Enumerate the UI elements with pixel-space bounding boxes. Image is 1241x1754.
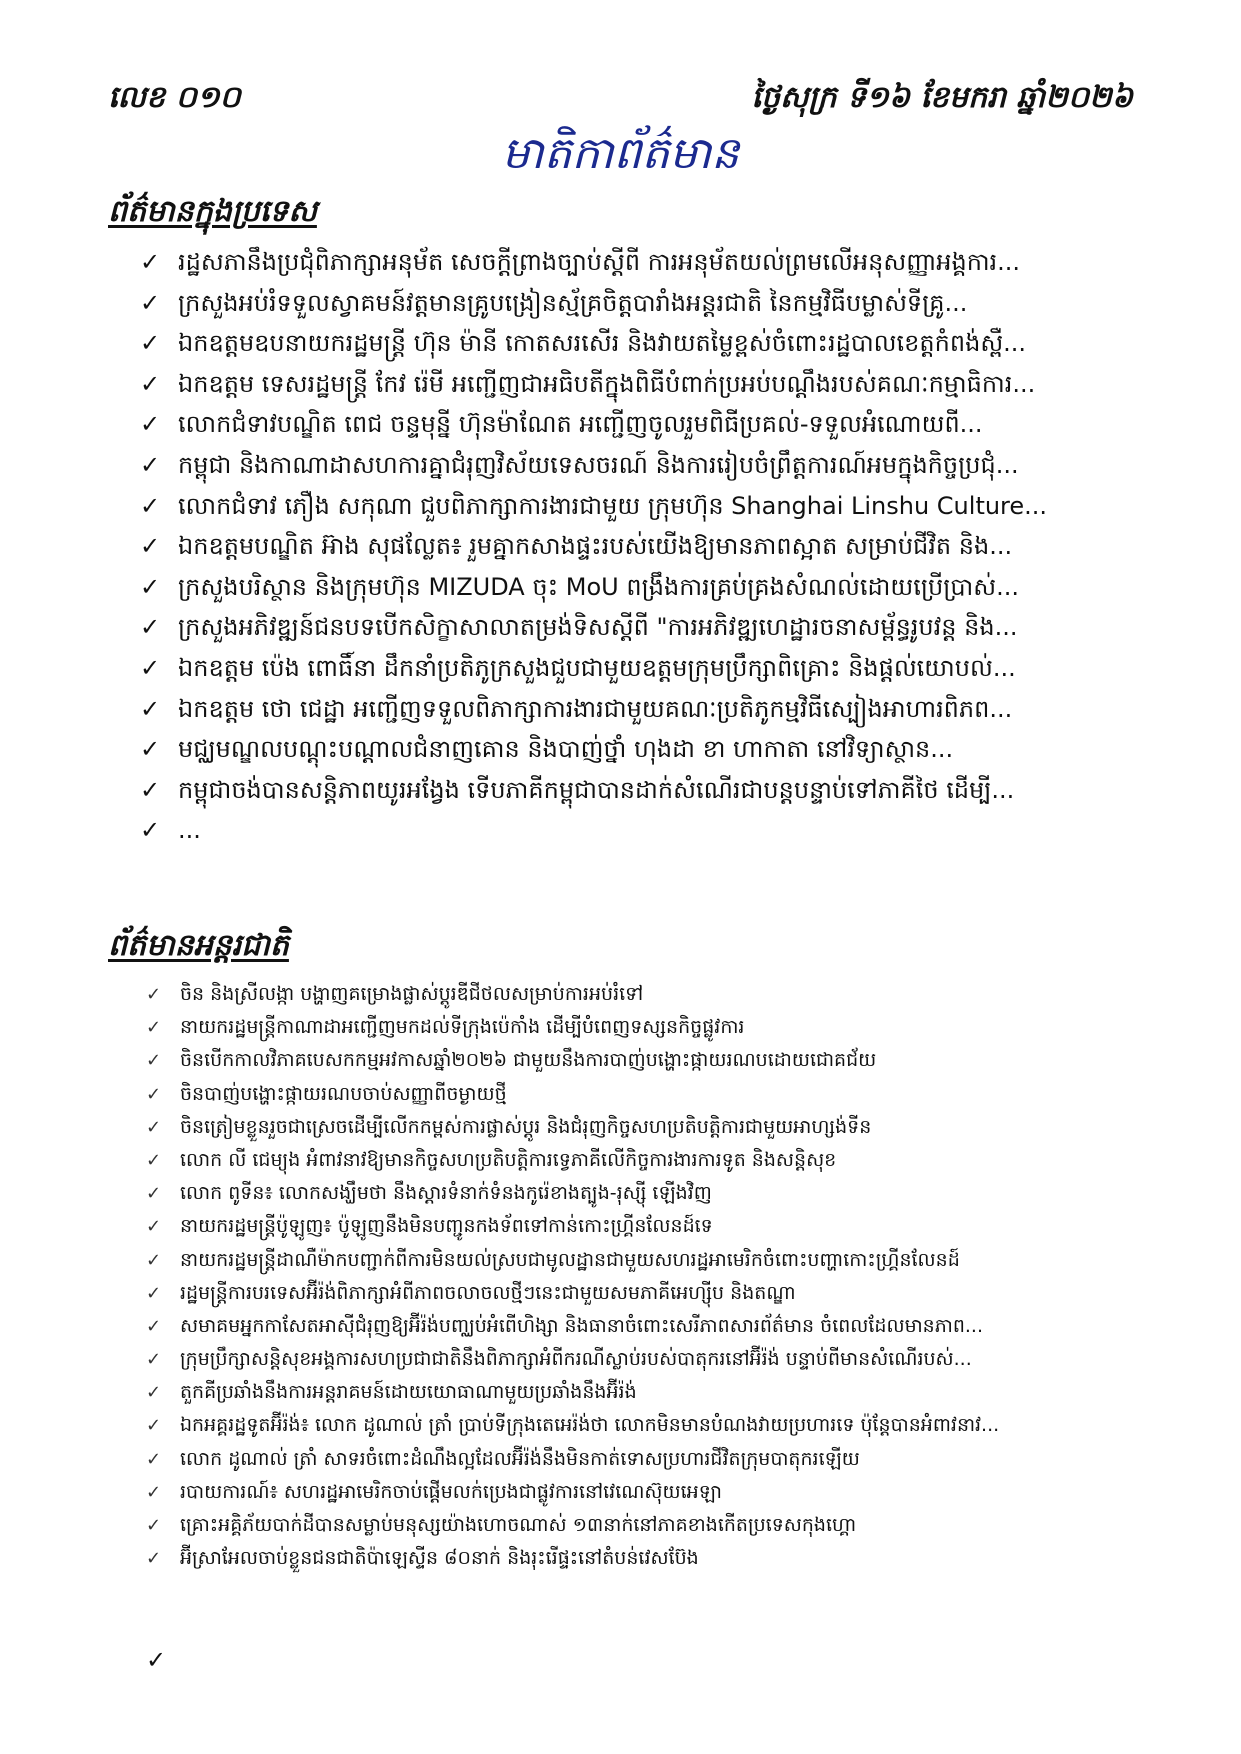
list-item [140,770,1131,811]
list-item [140,323,1131,364]
check-icon: ✓ [146,1646,167,1674]
news-item-text: ចិនត្រៀមខ្លួនរួចជាស្រេចដើម្បីលើកកម្ពស់ការផ្លាស់ប្តូរ និងជំរុញកិច្ចសហប្រតិបត្តិការជាមួយអាហ្សង់ទីន [180,1115,872,1138]
check-icon: ✓ [146,1448,162,1470]
list-item [146,1376,1131,1409]
list-item [146,1277,1131,1310]
page-title: មាតិកាព័ត៌មាន [501,128,740,179]
list-item [146,1443,1131,1476]
check-icon: ✓ [140,735,161,764]
check-icon: ✓ [146,1515,162,1536]
check-icon: ✓ [146,1116,162,1138]
news-item-text: ក្រសួងអប់រំទទួលស្វាគមន៍វត្តមានគ្រូបង្រៀនស្ម័គ្រចិត្តបារាំងអន្តរជាតិ នៃកម្មវិធីបម្លាស់ទីគ្រូ... [178,288,968,317]
list-item [146,1044,1131,1077]
list-item [146,1310,1131,1343]
check-icon: ✓ [146,1149,162,1171]
news-item-text: គ្រោះអគ្គិភ័យបាក់ដីបានសម្លាប់មនុស្សយ៉ាងហោចណាស់ ១៣នាក់នៅភាគខាងកើតប្រទេសកុងហ្គោ [180,1514,857,1536]
check-icon: ✓ [146,1548,162,1570]
check-icon: ✓ [140,694,161,723]
news-item-text: រដ្ឋមន្ត្រីការបរទេសអ៊ីរ៉ង់ពិភាក្សាអំពីភាពចលាចលថ្មីៗនេះជាមួយសមភាគីអេហ្ស៊ីប និងតណ្ឌា [180,1281,796,1304]
section-heading-international: ព័ត៌មានអន្តរជាតិ [108,928,289,963]
international-news-list [146,978,1131,1575]
list-item [140,567,1131,608]
check-icon: ✓ [140,775,161,804]
list-item [146,1011,1131,1044]
news-item-text: ចិនបើកកាលវិភាគបេសកកម្មអវកាសឆ្នាំ២០២៦ ជាមួយនឹងការបាញ់បង្ហោះផ្កាយរណបដោយជោគជ័យ [180,1049,877,1072]
news-item-text: លោក ដូណាល់ ត្រាំ សាទរចំពោះដំណឹងល្អដែលអ៊ីរ៉ង់នឹងមិនកាត់ទោសប្រហារជីវិតក្រុមបាតុករឡើយ [180,1447,860,1470]
news-item-text: ឯកឧត្តមបណ្ឌិត អ៊ាង សុផល្លែត៖ រួមគ្នាកសាងផ្ទះរបស់យើងឱ្យមានភាពស្អាត សម្រាប់ជីវិត និង... [178,532,1013,561]
news-item-text: នាយករដ្ឋមន្ត្រីកាណាដាអញ្ជើញមកដល់ទីក្រុងប៉េកាំង ដើម្បីបំពេញទស្សនកិច្ចផ្លូវការ [180,1016,745,1039]
check-icon: ✓ [146,1349,162,1371]
news-item-text: របាយការណ៍៖ សហរដ្ឋអាមេរិកចាប់ផ្តើមលក់ប្រេងជាផ្លូវការនៅវេណេស៊ុយអេឡា [180,1480,722,1503]
news-item-text: លោក ពូទីន៖ លោកសង្ឃឹមថា នឹងស្តារទំនាក់ទំនងកូរ៉េខាងត្បូង-រុស្ស៊ី ឡើងវិញ [180,1182,712,1205]
check-icon: ✓ [140,329,161,358]
news-item-text: កម្ពុជាចង់បានសន្តិភាពយូរអង្វែង ទើបភាគីកម្ពុជាបានដាក់សំណើរជាបន្តបន្ទាប់ទៅភាគីថៃ ដើម្បី... [178,775,1015,804]
news-item-text: ឯកឧត្តមឧបនាយករដ្ឋមន្ត្រី ហ៊ុន ម៉ានី កោតសរសើរ និងវាយតម្លៃខ្ពស់ចំពោះរដ្ឋបាលខេត្តកំពង់ស្ពឺ... [178,329,1027,358]
list-item [146,1542,1131,1575]
news-item-text: ឯកឧត្តម ទេសរដ្ឋមន្ត្រី កែវ រ៉េមី អញ្ជើញជាអធិបតីក្នុងពិធីបំពាក់ប្រអប់បណ្ដឹងរបស់គណៈកម្មាធិការ... [178,369,1036,398]
news-item-text: ... [178,816,201,845]
news-item-text: នាយករដ្ឋមន្ត្រីដាណឺម៉ាកបញ្ជាក់ពីការមិនយល់ស្របជាមូលដ្ឋានជាមួយសហរដ្ឋអាមេរិកចំពោះបញ្ហាកោះហ្គ្រីនលែនដ៍ [180,1248,960,1271]
issue-date: ថ្ងៃសុក្រ ទី១៦ ខែមករា ឆ្នាំ២០២៦ [751,80,1133,115]
check-icon: ✓ [146,1415,162,1437]
check-icon: ✓ [140,816,161,845]
list-item [146,1409,1131,1442]
check-icon: ✓ [146,1183,162,1205]
news-item-text: លោកជំទាវបណ្ឌិត ពេជ ចន្ទមុន្នី ហ៊ុនម៉ាណែត អញ្ជើញចូលរួមពិធីប្រគល់-ទទួលអំណោយពី... [178,410,983,439]
list-item [146,978,1131,1011]
list-item [140,810,1131,851]
news-item-text: ឯកអគ្គរដ្ឋទូតអ៊ីរ៉ង់៖ លោក ដូណាល់ ត្រាំ ប្រាប់ទីក្រុងតេអេរ៉ង់ថា លោកមិនមានបំណងវាយប្រហារទេ ប៉ុន្តែបានអំពាវនាវ... [180,1414,1000,1437]
check-icon: ✓ [146,1050,162,1072]
check-icon: ✓ [140,491,161,520]
news-item-text: មជ្ឈមណ្ឌលបណ្តុះបណ្តាលជំនាញគោន និងបាញ់ថ្នាំ ហុងដា ខា ហាកាតា នៅវិទ្យាស្ថាន... [178,735,954,764]
check-icon: ✓ [140,288,161,317]
news-item-text: ឯកឧត្តម ប៉េង ពោធិ៍នា ដឹកនាំប្រតិភូក្រសួងជួបជាមួយឧត្តមក្រុមប្រឹក្សាពិគ្រោះ និងផ្ដល់យោបល់... [178,653,1016,682]
list-item [146,1509,1131,1542]
check-icon: ✓ [140,572,161,601]
section-heading-domestic: ព័ត៌មានក្នុងប្រទេស [108,194,317,229]
list-item [140,526,1131,567]
news-item-text: តួកគីប្រឆាំងនឹងការអន្តរាគមន៍ដោយយោធាណាមួយប្រឆាំងនឹងអ៊ីរ៉ង់ [180,1381,637,1404]
list-item [140,648,1131,689]
check-icon: ✓ [146,1382,162,1404]
news-item-text: លោកជំទាវ ភឿង សកុណា ជួបពិភាក្សាការងារជាមួយ ក្រុមហ៊ុន Shanghai Linshu Culture... [178,491,1048,520]
list-item [146,1210,1131,1243]
check-icon: ✓ [146,984,162,1005]
news-item-text: រដ្ឋសភានឹងប្រជុំពិភាក្សាអនុម័ត សេចក្ដីព្រាងច្បាប់ស្ដីពី ការអនុម័តយល់ព្រមលើអនុសញ្ញាអង្គការ... [178,248,1021,276]
domestic-news-list [140,242,1131,851]
news-item-text: ក្រសួងអភិវឌ្ឍន៍ជនបទបើកសិក្ខាសាលាតម្រង់ទិសស្ដីពី "ការអភិវឌ្ឍហេដ្ឋារចនាសម្ព័ន្ធរូបវន្ត និង... [178,613,1018,642]
check-icon: ✓ [140,613,161,642]
check-icon: ✓ [146,1216,162,1238]
check-icon: ✓ [140,369,161,398]
check-icon: ✓ [146,1315,162,1337]
list-item [146,1144,1131,1177]
list-item [140,404,1131,445]
news-item-text: ក្រុមប្រឹក្សាសន្តិសុខអង្គការសហប្រជាជាតិនឹងពិភាក្សាអំពីករណីស្លាប់របស់បាតុករនៅអ៊ីរ៉ង់ បន្ទាប់ពីមានសំណើរបស់... [180,1348,972,1371]
news-item-text: ក្រសួងបរិស្ថាន និងក្រុមហ៊ុន MIZUDA ចុះ MoU ពង្រឹងការគ្រប់គ្រងសំណល់ដោយប្រើប្រាស់... [178,572,1019,601]
news-item-text: សមាគមអ្នកកាសែតអាស៊ីជំរុញឱ្យអ៊ីរ៉ង់បញ្ឈប់អំពើហិង្សា និងធានាចំពោះសេរីភាពសារព័ត៌មាន ចំពេលដែលមានភាព... [180,1314,984,1337]
list-item [140,242,1131,283]
check-icon: ✓ [146,1282,162,1304]
list-item [140,283,1131,324]
check-icon: ✓ [140,653,161,682]
news-item-text: លោក លី ជេម្យុង អំពាវនាវឱ្យមានកិច្ចសហប្រតិបត្តិការទ្វេភាគីលើកិច្ចការងារការទូត និងសន្តិសុខ [180,1148,837,1171]
list-item [146,1476,1131,1509]
list-item [146,1111,1131,1144]
list-item [140,486,1131,527]
list-item [140,689,1131,730]
issue-number: លេខ ០១០ [108,80,241,115]
check-icon: ✓ [146,1083,162,1105]
list-item [146,1177,1131,1210]
check-icon: ✓ [146,1481,162,1503]
check-icon: ✓ [140,532,161,561]
news-item-text: ចិន និងស្រីលង្កា បង្ហាញគម្រោងផ្លាស់ប្តូរឌីជីថលសម្រាប់ការអប់រំទៅ [180,983,644,1005]
list-item [140,445,1131,486]
check-icon: ✓ [146,1249,162,1271]
list-item [146,1343,1131,1376]
check-icon: ✓ [146,1017,162,1039]
check-icon: ✓ [140,410,161,439]
news-item-text: នាយករដ្ឋមន្ត្រីប៉ូឡូញ៖ ប៉ូឡូញនឹងមិនបញ្ជូនកងទ័ពទៅកាន់កោះហ្គ្រីនលែនដ៍ទេ [180,1215,713,1238]
check-icon: ✓ [140,248,161,276]
news-item-text: ចិនបាញ់បង្ហោះផ្កាយរណបចាប់សញ្ញាពីចម្ងាយថ្មី [180,1082,507,1105]
news-item-text: ឯកឧត្តម ថោ ជេដ្ឋា អញ្ជើញទទួលពិភាក្សាការងារជាមួយគណៈប្រតិភូកម្មវិធីស្បៀងអាហារពិភព... [178,694,1013,723]
list-item [140,607,1131,648]
list-item [140,364,1131,405]
list-item [146,1078,1131,1111]
document-header [108,78,1133,122]
list-item [140,729,1131,770]
check-icon: ✓ [140,450,161,479]
news-item-text: អ៊ីស្រាអែលចាប់ខ្លួនជនជាតិប៉ាឡេស្ទីន ៨០នាក់ និងរុះរើផ្ទះនៅតំបន់វេសប៊ែង [180,1547,699,1570]
news-item-text: កម្ពុជា និងកាណាដាសហការគ្នាជំរុញវិស័យទេសចរណ៍ និងការរៀបចំព្រឹត្តការណ៍អមក្នុងកិច្ចប្រជុំ... [178,450,1019,479]
list-item [146,1244,1131,1277]
